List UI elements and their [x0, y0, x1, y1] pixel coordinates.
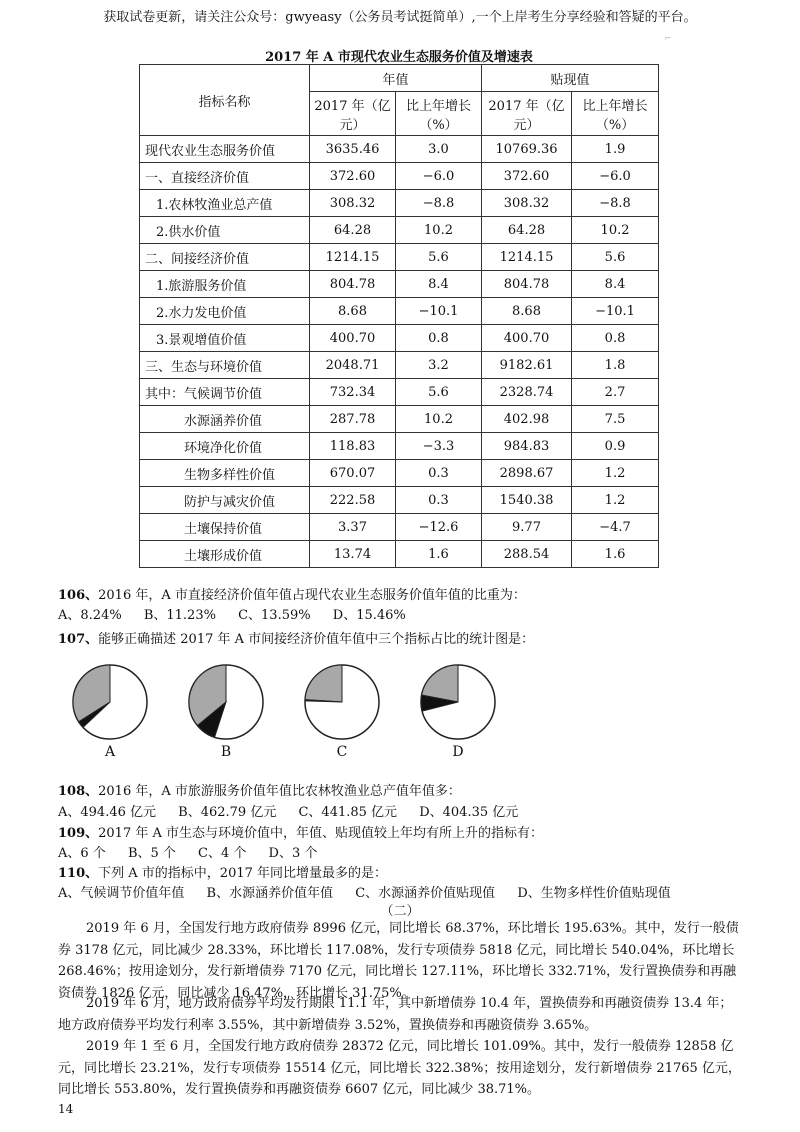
question-110: 110、下列 A 市的指标中，2017 年同比增量最多的是：	[58, 866, 388, 881]
year-value-cell: 64.28	[310, 217, 396, 244]
pie-label-d: D	[452, 744, 464, 760]
table-row	[140, 163, 659, 190]
section-heading: （二）	[380, 904, 420, 919]
discount-value-cell: 400.70	[482, 325, 572, 352]
indicator-name-cell: 3.景观增值价值	[140, 325, 310, 352]
year-growth-cell: −10.1	[396, 298, 482, 325]
indicator-name-cell: 2.供水价值	[140, 217, 310, 244]
year-growth-cell: 10.2	[396, 406, 482, 433]
indicator-name-cell: 三、生态与环境价值	[140, 352, 310, 379]
table-title: 2017 年 A 市现代农业生态服务价值及增速表	[265, 50, 533, 65]
option-b[interactable]: B、462.79 亿元	[178, 805, 277, 820]
discount-growth-cell: 1.2	[572, 487, 659, 514]
table-row	[140, 541, 659, 568]
table-row	[140, 460, 659, 487]
question-106-options	[58, 604, 424, 623]
header-indicator-name: 指标名称	[140, 65, 310, 136]
option-a[interactable]: A、6 个	[58, 846, 106, 861]
option-d[interactable]: D、生物多样性价值贴现值	[517, 886, 671, 901]
indicator-name-cell: 2.水力发电价值	[140, 298, 310, 325]
discount-value-cell: 308.32	[482, 190, 572, 217]
question-110-options	[58, 882, 689, 901]
year-growth-cell: 5.6	[396, 244, 482, 271]
year-value-cell: 3635.46	[310, 136, 396, 163]
table-row	[140, 487, 659, 514]
question-106: 106、2016 年，A 市直接经济价值年值占现代农业生态服务价值年值的比重为：	[58, 588, 526, 603]
option-d[interactable]: D、15.46%	[332, 608, 406, 623]
discount-growth-cell: −4.7	[572, 514, 659, 541]
statistics-table	[139, 64, 659, 568]
paragraph-1: 2019 年 6 月，全国发行地方政府债券 8996 亿元，同比增长 68.37%，环比增长 195.63%。其中，发行一般债券 3178 亿元，同比减少 28.33%，环比增长 117.08%，发行专项债券 5818 亿元，同比增长 540.04%，环比增长 268.46%；按用途划分，发行新增债券 7170 亿元，同比增长 127.11%，环比增长 332.71%，发行置换债券和再融资债券 1826 亿元，同比减少 16.47%，环比增长 31.75%。	[58, 921, 739, 1001]
table-row	[140, 271, 659, 298]
discount-value-cell: 9.77	[482, 514, 572, 541]
year-value-cell: 222.58	[310, 487, 396, 514]
discount-value-cell: 1540.38	[482, 487, 572, 514]
year-value-cell: 400.70	[310, 325, 396, 352]
option-c[interactable]: C、4 个	[198, 846, 247, 861]
table-row	[140, 379, 659, 406]
discount-value-cell: 288.54	[482, 541, 572, 568]
year-growth-cell: 8.4	[396, 271, 482, 298]
discount-growth-cell: 1.6	[572, 541, 659, 568]
year-value-cell: 118.83	[310, 433, 396, 460]
header-discount-value: 贴现值	[482, 65, 659, 92]
discount-value-cell: 804.78	[482, 271, 572, 298]
year-growth-cell: −3.3	[396, 433, 482, 460]
indicator-name-cell: 水源涵养价值	[140, 406, 310, 433]
pie-chart-d[interactable]	[418, 662, 498, 742]
year-growth-cell: 0.3	[396, 487, 482, 514]
pie-label-b: B	[220, 744, 232, 760]
table-row	[140, 433, 659, 460]
discount-value-cell: 372.60	[482, 163, 572, 190]
year-growth-cell: −12.6	[396, 514, 482, 541]
year-value-cell: 670.07	[310, 460, 396, 487]
year-growth-cell: 1.6	[396, 541, 482, 568]
question-109-options	[58, 842, 335, 861]
subheader-2017: 2017 年（亿元）	[482, 92, 572, 136]
option-c[interactable]: C、水源涵养价值贴现值	[355, 886, 496, 901]
discount-growth-cell: 8.4	[572, 271, 659, 298]
option-c[interactable]: C、13.59%	[238, 608, 311, 623]
subheader-2017: 2017 年（亿元）	[310, 92, 396, 136]
table-row	[140, 352, 659, 379]
pie-chart-b[interactable]	[186, 662, 266, 742]
discount-growth-cell: −8.8	[572, 190, 659, 217]
indicator-name-cell: 现代农业生态服务价值	[140, 136, 310, 163]
question-107: 107、能够正确描述 2017 年 A 市间接经济价值年值中三个指标占比的统计图是：	[58, 632, 535, 647]
discount-value-cell: 402.98	[482, 406, 572, 433]
table-row	[140, 190, 659, 217]
year-growth-cell: −8.8	[396, 190, 482, 217]
discount-growth-cell: 10.2	[572, 217, 659, 244]
year-value-cell: 1214.15	[310, 244, 396, 271]
discount-growth-cell: 1.8	[572, 352, 659, 379]
year-growth-cell: 0.3	[396, 460, 482, 487]
indicator-name-cell: 1.旅游服务价值	[140, 271, 310, 298]
discount-growth-cell: −10.1	[572, 298, 659, 325]
year-value-cell: 308.32	[310, 190, 396, 217]
table-row	[140, 325, 659, 352]
discount-growth-cell: 0.9	[572, 433, 659, 460]
discount-growth-cell: 1.9	[572, 136, 659, 163]
table-row	[140, 217, 659, 244]
discount-growth-cell: 7.5	[572, 406, 659, 433]
year-value-cell: 13.74	[310, 541, 396, 568]
pie-label-a: A	[104, 744, 116, 760]
indicator-name-cell: 1.农林牧渔业总产值	[140, 190, 310, 217]
paragraph-2: 2019 年 6 月，地方政府债券平均发行期限 11.1 年，其中新增债券 10.4 年，置换债券和再融资债券 13.4 年； 地方政府债券平均发行利率 3.55%，其中新增债券 3.52%，置换债券和再融资债券 3.65%。	[58, 996, 733, 1033]
year-growth-cell: 3.0	[396, 136, 482, 163]
discount-value-cell: 8.68	[482, 298, 572, 325]
option-b[interactable]: B、11.23%	[143, 608, 216, 623]
option-b[interactable]: B、5 个	[127, 846, 176, 861]
option-d[interactable]: D、404.35 亿元	[419, 805, 519, 820]
table-row	[140, 298, 659, 325]
page-number: 14	[58, 1102, 74, 1116]
discount-growth-cell: 1.2	[572, 460, 659, 487]
question-108: 108、2016 年，A 市旅游服务价值年值比农林牧渔业总产值年值多：	[58, 784, 461, 799]
option-d[interactable]: D、3 个	[268, 846, 318, 861]
table-row	[140, 244, 659, 271]
discount-value-cell: 64.28	[482, 217, 572, 244]
indicator-name-cell: 生物多样性价值	[140, 460, 310, 487]
option-c[interactable]: C、441.85 亿元	[298, 805, 398, 820]
discount-value-cell: 984.83	[482, 433, 572, 460]
year-value-cell: 2048.71	[310, 352, 396, 379]
indicator-name-cell: 一、直接经济价值	[140, 163, 310, 190]
paragraph-3: 2019 年 1 至 6 月，全国发行地方政府债券 28372 亿元，同比增长 101.09%。其中，发行一般债券 12858 亿元，同比增长 23.21%，发行专项债券 15514 亿元，同比增长 322.38%；按用途划分，发行新增债券 21765 亿元，同比增长 553.80%，发行置换债券和再融资债券 6607 亿元，同比减少 38.71%。	[58, 1039, 741, 1097]
year-value-cell: 8.68	[310, 298, 396, 325]
year-growth-cell: −6.0	[396, 163, 482, 190]
header-banner: 获取试卷更新，请关注公众号：gwyeasy（公务员考试挺简单）,一个上岸考生分享经验和答疑的平台。	[103, 10, 697, 25]
pie-slice-gray	[305, 665, 342, 702]
indicator-name-cell: 土壤保持价值	[140, 514, 310, 541]
pie-chart-a[interactable]	[70, 662, 150, 742]
question-109: 109、2017 年 A 市生态与环境价值中，年值、贴现值较上年均有所上升的指标有：	[58, 826, 544, 841]
discount-growth-cell: 0.8	[572, 325, 659, 352]
pie-label-c: C	[336, 744, 348, 760]
option-b[interactable]: B、水源涵养价值年值	[206, 886, 334, 901]
discount-growth-cell: 2.7	[572, 379, 659, 406]
year-value-cell: 732.34	[310, 379, 396, 406]
discount-growth-cell: 5.6	[572, 244, 659, 271]
discount-value-cell: 2328.74	[482, 379, 572, 406]
year-value-cell: 287.78	[310, 406, 396, 433]
year-growth-cell: 3.2	[396, 352, 482, 379]
option-a[interactable]: A、494.46 亿元	[58, 805, 157, 820]
year-growth-cell: 5.6	[396, 379, 482, 406]
indicator-name-cell: 二、间接经济价值	[140, 244, 310, 271]
table-row	[140, 406, 659, 433]
year-growth-cell: 0.8	[396, 325, 482, 352]
table-row	[140, 136, 659, 163]
year-growth-cell: 10.2	[396, 217, 482, 244]
corner-mark: ⌐	[664, 34, 672, 44]
year-value-cell: 804.78	[310, 271, 396, 298]
discount-value-cell: 9182.61	[482, 352, 572, 379]
subheader-growth: 比上年增长（%）	[572, 92, 659, 136]
discount-value-cell: 2898.67	[482, 460, 572, 487]
indicator-name-cell: 防护与减灾价值	[140, 487, 310, 514]
header-year-value: 年值	[310, 65, 482, 92]
discount-value-cell: 1214.15	[482, 244, 572, 271]
option-a[interactable]: A、8.24%	[58, 608, 122, 623]
pie-chart-c[interactable]	[302, 662, 382, 742]
indicator-name-cell: 其中：气候调节价值	[140, 379, 310, 406]
option-a[interactable]: A、气候调节价值年值	[58, 886, 185, 901]
indicator-name-cell: 环境净化价值	[140, 433, 310, 460]
discount-value-cell: 10769.36	[482, 136, 572, 163]
indicator-name-cell: 土壤形成价值	[140, 541, 310, 568]
table-row	[140, 514, 659, 541]
year-value-cell: 3.37	[310, 514, 396, 541]
discount-growth-cell: −6.0	[572, 163, 659, 190]
subheader-growth: 比上年增长（%）	[396, 92, 482, 136]
question-108-options	[58, 801, 536, 820]
year-value-cell: 372.60	[310, 163, 396, 190]
